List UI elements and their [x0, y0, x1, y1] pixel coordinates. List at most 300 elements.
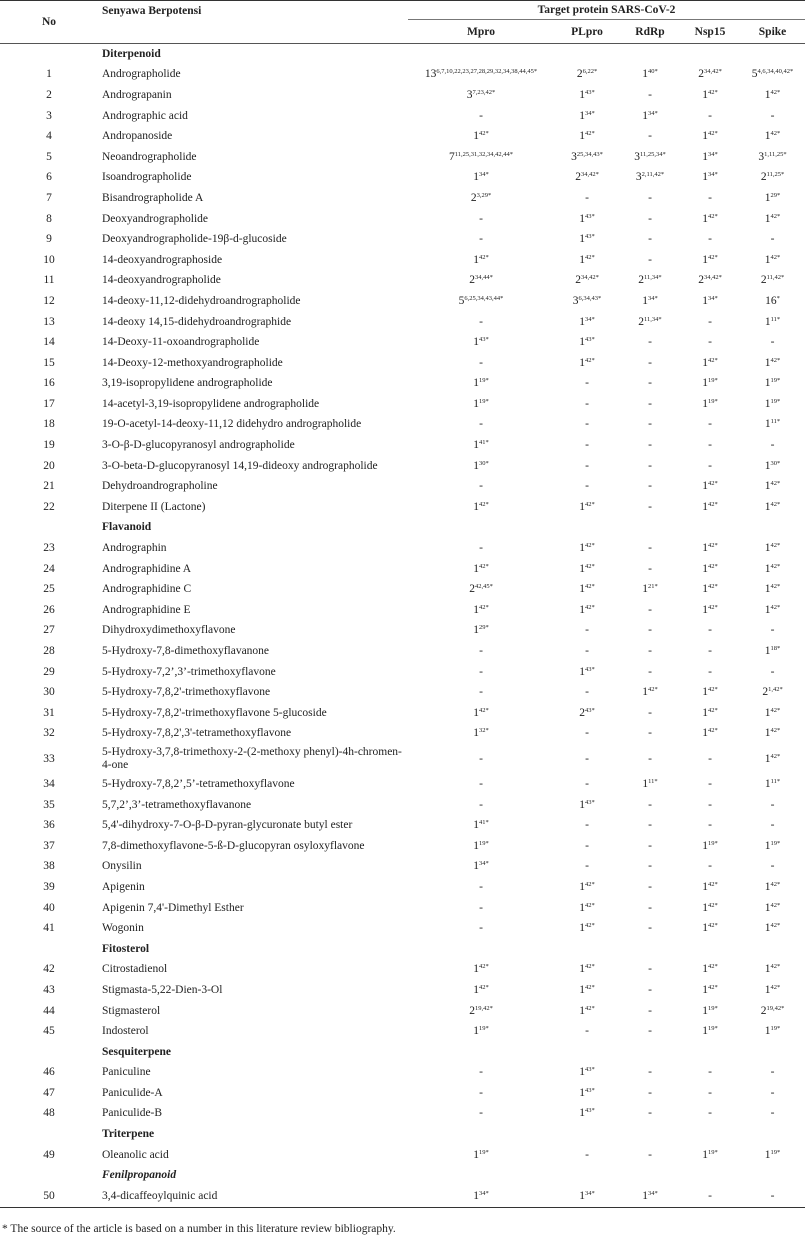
cell-count: -: [648, 1025, 652, 1038]
cell-spike: [740, 559, 805, 580]
cell-count: 1: [579, 1066, 585, 1079]
row-number: 33: [43, 752, 55, 765]
cell-nsp15: [680, 795, 740, 816]
cell-plpro: [554, 662, 620, 683]
cell-mpro: [408, 65, 554, 86]
cell-refs: 42*: [585, 901, 595, 909]
cell-spike: [740, 682, 805, 703]
compound-name: Dihydroxydimethoxyflavone: [102, 624, 236, 637]
cell-refs: 34,42*: [703, 68, 722, 76]
cell-count: 2: [638, 315, 645, 328]
table-row: [0, 291, 805, 312]
table-row: [0, 209, 805, 230]
cell-count: 1: [473, 839, 479, 852]
category-label: Fitosterol: [102, 942, 150, 955]
table-row: [0, 312, 805, 333]
cell-plpro: [554, 394, 620, 415]
cell-rdrp: [620, 106, 680, 127]
cell-refs: 30*: [479, 459, 489, 467]
cell-count: 1: [764, 901, 771, 914]
cell-refs: 42*: [770, 963, 781, 971]
cell-refs: 1,42*: [768, 686, 783, 694]
cell-nsp15: [680, 857, 740, 878]
cell-nsp15: [680, 332, 740, 353]
cell-plpro: [554, 682, 620, 703]
cell-count: 2: [470, 191, 477, 204]
cell-plpro: [554, 271, 620, 292]
cell-mpro: [408, 476, 554, 497]
cell-refs: 42*: [585, 356, 595, 364]
cell-count: 1: [642, 68, 648, 81]
cell-plpro: [554, 1186, 620, 1207]
category-spacer: [0, 1124, 98, 1145]
cell-count: -: [648, 1107, 652, 1120]
compound-name: 5-Hydroxy-7,8-dimethoxyflavanone: [102, 645, 270, 658]
cell-count: 2: [698, 68, 704, 81]
cell-count: -: [648, 233, 652, 246]
cell-count: -: [585, 727, 589, 740]
cell-refs: 19*: [708, 1148, 718, 1156]
cell-count: 1: [702, 901, 708, 914]
cell-refs: 42*: [770, 583, 781, 591]
cell-plpro: [554, 456, 620, 477]
cell-refs: 34*: [648, 294, 658, 302]
cell-nsp15: [680, 1021, 740, 1042]
cell-rdrp: [620, 744, 680, 774]
cell-refs: 19*: [770, 1148, 781, 1156]
cell-nsp15: [680, 497, 740, 518]
cell-count: -: [648, 922, 652, 935]
cell-spike: [740, 168, 805, 189]
cell-count: -: [585, 377, 589, 390]
compound-name: 5-Hydroxy-7,8,2'-trimethoxyflavone: [102, 686, 271, 699]
cell-count: 3: [571, 150, 577, 163]
row-number: 40: [43, 901, 55, 914]
cell-mpro: [408, 332, 554, 353]
header-spike: Spike: [740, 20, 805, 44]
cell-rdrp: [620, 538, 680, 559]
cell-count: -: [708, 665, 712, 678]
cell-plpro: [554, 435, 620, 456]
cell-refs: 30*: [770, 459, 781, 467]
row-number: 42: [43, 963, 55, 976]
cell-nsp15: [680, 188, 740, 209]
cell-count: 1: [579, 233, 585, 246]
category-label: Flavanoid: [102, 521, 152, 534]
cell-refs: 19*: [479, 377, 489, 385]
compound-name: 19-O-acetyl-14-deoxy-11,12 didehydro andrographolide: [102, 418, 362, 431]
cell-nsp15: [680, 744, 740, 774]
row-number: 26: [43, 603, 55, 616]
cell-count: -: [479, 418, 483, 431]
cell-plpro: [554, 168, 620, 189]
cell-rdrp: [620, 497, 680, 518]
cell-mpro: [408, 147, 554, 168]
cell-mpro: [408, 744, 554, 774]
cell-count: -: [479, 901, 483, 914]
row-number: 28: [43, 645, 55, 658]
cell-count: -: [585, 439, 589, 452]
table-row: [0, 1145, 805, 1166]
cell-rdrp: [620, 435, 680, 456]
row-number: 46: [43, 1066, 55, 1079]
row-number: 45: [43, 1025, 55, 1038]
table-row: [0, 538, 805, 559]
cell-spike: [740, 918, 805, 939]
cell-refs: 42*: [708, 356, 718, 364]
table-row: [0, 1021, 805, 1042]
cell-nsp15: [680, 898, 740, 919]
cell-count: -: [708, 752, 712, 765]
header-compound: Senyawa Berpotensi: [98, 1, 408, 44]
cell-count: -: [708, 777, 712, 790]
cell-refs: 42*: [770, 88, 781, 96]
cell-count: -: [648, 191, 652, 204]
cell-refs: 43*: [585, 212, 595, 220]
cell-nsp15: [680, 415, 740, 436]
cell-count: 1: [764, 377, 771, 390]
compound-name: 5-Hydroxy-3,7,8-trimethoxy-2-(2-methoxy phenyl)-4h-chromen-4-one: [102, 746, 402, 772]
cell-plpro: [554, 621, 620, 642]
cell-count: 1: [764, 130, 771, 143]
cell-count: -: [648, 212, 652, 225]
cell-mpro: [408, 106, 554, 127]
cell-count: -: [479, 798, 483, 811]
cell-refs: 34,42*: [580, 274, 599, 282]
cell-count: 1: [764, 1025, 771, 1038]
cell-refs: 11*: [770, 315, 781, 323]
cell-count: 1: [702, 1148, 708, 1161]
cell-spike: [740, 312, 805, 333]
cell-plpro: [554, 209, 620, 230]
cell-count: 7: [448, 150, 455, 163]
cell-count: -: [648, 500, 652, 513]
header-plpro: PLpro: [554, 20, 620, 44]
compound-name: 3,4-dicaffeoylquinic acid: [98, 1186, 408, 1207]
cell-count: 1: [579, 963, 585, 976]
cell-count: 1: [473, 459, 479, 472]
table-row: [0, 435, 805, 456]
cell-rdrp: [620, 1145, 680, 1166]
cell-count: 1: [764, 727, 771, 740]
row-number: 19: [43, 439, 55, 452]
cell-refs: 1,11,25*: [764, 150, 787, 158]
cell-count: 1: [764, 583, 771, 596]
cell-count: 1: [579, 336, 585, 349]
cell-count: -: [648, 439, 652, 452]
cell-spike: [740, 703, 805, 724]
cell-nsp15: [680, 374, 740, 395]
cell-refs: 43*: [585, 233, 595, 241]
cell-refs: 43*: [585, 706, 595, 714]
cell-refs: 34*: [648, 1189, 658, 1197]
cell-mpro: [408, 662, 554, 683]
cell-count: -: [648, 397, 652, 410]
cell-count: 1: [642, 109, 648, 122]
cell-mpro: [408, 600, 554, 621]
cell-refs: 42*: [648, 686, 658, 694]
cell-refs: 42*: [479, 500, 489, 508]
cell-refs: 43*: [585, 336, 595, 344]
cell-spike: [740, 85, 805, 106]
cell-count: 3: [572, 294, 579, 307]
cell-count: 1: [473, 439, 479, 452]
row-number: 15: [43, 356, 55, 369]
row-number: 44: [43, 1004, 55, 1017]
compound-name: Apigenin: [102, 880, 145, 893]
cell-spike: [740, 65, 805, 86]
cell-count: -: [479, 233, 483, 246]
cell-count: -: [770, 819, 775, 832]
cell-count: 1: [702, 480, 708, 493]
cell-count: 2: [575, 171, 581, 184]
cell-rdrp: [620, 1021, 680, 1042]
compound-name: 14-deoxyandrographoside: [102, 253, 223, 266]
cell-refs: 42*: [585, 963, 595, 971]
cell-rdrp: [620, 621, 680, 642]
cell-count: -: [770, 109, 775, 122]
cell-count: -: [585, 819, 589, 832]
cell-refs: 21*: [648, 583, 658, 591]
cell-refs: 6,22*: [582, 68, 598, 76]
cell-nsp15: [680, 538, 740, 559]
row-number: 41: [43, 922, 55, 935]
table-row: [0, 621, 805, 642]
cell-rdrp: [620, 332, 680, 353]
cell-refs: 34*: [708, 171, 718, 179]
cell-mpro: [408, 374, 554, 395]
cell-rdrp: [620, 1001, 680, 1022]
cell-plpro: [554, 147, 620, 168]
cell-refs: 42,45*: [474, 583, 493, 591]
cell-plpro: [554, 415, 620, 436]
cell-mpro: [408, 898, 554, 919]
cell-refs: 34*: [585, 315, 595, 323]
cell-mpro: [408, 815, 554, 836]
cell-rdrp: [620, 291, 680, 312]
cell-count: -: [770, 860, 775, 873]
table-row: [0, 456, 805, 477]
cell-refs: 42*: [770, 500, 781, 508]
row-number: 18: [43, 418, 55, 431]
cell-nsp15: [680, 1001, 740, 1022]
cell-count: -: [648, 336, 652, 349]
cell-spike: [740, 456, 805, 477]
cell-spike: [740, 1063, 805, 1084]
table-row: [0, 682, 805, 703]
cell-plpro: [554, 1104, 620, 1125]
category-row: [0, 1165, 805, 1186]
cell-count: 1: [764, 315, 771, 328]
cell-count: -: [585, 752, 589, 765]
cell-plpro: [554, 497, 620, 518]
cell-nsp15: [680, 980, 740, 1001]
category-spacer: [0, 518, 98, 539]
cell-refs: 43*: [585, 665, 595, 673]
cell-spike: [740, 898, 805, 919]
header-rdrp: RdRp: [620, 20, 680, 44]
compound-name: 14-acetyl-3,19-isopropylidene andrographolide: [102, 397, 320, 410]
table-row: [0, 724, 805, 745]
cell-mpro: [408, 641, 554, 662]
cell-refs: 42*: [770, 212, 781, 220]
cell-refs: 11,34*: [644, 274, 662, 282]
header-nsp15: Nsp15: [680, 20, 740, 44]
cell-mpro: [408, 209, 554, 230]
cell-count: -: [479, 356, 483, 369]
row-number: 6: [46, 171, 52, 184]
cell-count: -: [648, 819, 652, 832]
cell-count: 1: [579, 562, 585, 575]
row-number: 27: [43, 624, 55, 637]
cell-rdrp: [620, 898, 680, 919]
compound-name: Onysilin: [102, 860, 142, 873]
cell-rdrp: [620, 980, 680, 1001]
cell-nsp15: [680, 559, 740, 580]
cell-count: 1: [764, 253, 771, 266]
cell-refs: 6,34,43*: [578, 294, 602, 302]
cell-count: -: [648, 253, 652, 266]
cell-rdrp: [620, 815, 680, 836]
cell-refs: 43*: [585, 1086, 595, 1094]
cell-rdrp: [620, 774, 680, 795]
cell-count: -: [648, 645, 652, 658]
cell-count: 5: [458, 294, 465, 307]
cell-count: -: [585, 418, 589, 431]
cell-count: 1: [702, 963, 708, 976]
cell-spike: [740, 435, 805, 456]
cell-nsp15: [680, 229, 740, 250]
cell-count: 2: [469, 583, 475, 596]
cell-plpro: [554, 538, 620, 559]
cell-count: -: [585, 839, 589, 852]
row-number: 36: [43, 819, 55, 832]
cell-mpro: [408, 312, 554, 333]
cell-count: 1: [764, 480, 771, 493]
cell-count: 1: [702, 294, 708, 307]
cell-count: 2: [579, 706, 585, 719]
cell-count: -: [648, 860, 652, 873]
cell-rdrp: [620, 1104, 680, 1125]
cell-refs: 19*: [708, 839, 718, 847]
cell-mpro: [408, 795, 554, 816]
cell-refs: 6,25,34,43,44*: [464, 294, 504, 302]
cell-count: -: [648, 459, 652, 472]
cell-count: 1: [764, 418, 771, 431]
cell-count: -: [708, 645, 712, 658]
cell-mpro: [408, 1063, 554, 1084]
cell-count: 1: [473, 1148, 479, 1161]
header-no: No: [0, 1, 98, 44]
cell-nsp15: [680, 209, 740, 230]
cell-nsp15: [680, 394, 740, 415]
cell-refs: 41*: [479, 819, 489, 827]
cell-spike: [740, 795, 805, 816]
cell-refs: 34*: [708, 150, 718, 158]
row-number: 7: [46, 191, 52, 204]
cell-plpro: [554, 312, 620, 333]
cell-refs: 6,7,10,22,23,27,28,29,32,34,38,44,45*: [436, 68, 538, 76]
cell-plpro: [554, 703, 620, 724]
table-row: [0, 662, 805, 683]
cell-refs: 34*: [479, 1189, 489, 1197]
cell-count: -: [648, 706, 652, 719]
cell-nsp15: [680, 662, 740, 683]
cell-rdrp: [620, 1186, 680, 1207]
cell-spike: [740, 600, 805, 621]
cell-count: 1: [579, 253, 585, 266]
cell-spike: [740, 209, 805, 230]
cell-plpro: [554, 960, 620, 981]
cell-refs: 42*: [770, 880, 781, 888]
compound-name: 14-Deoxy-12-methoxyandrographolide: [102, 356, 283, 369]
cell-mpro: [408, 1145, 554, 1166]
cell-count: 16: [765, 294, 777, 307]
cell-spike: [740, 476, 805, 497]
cell-count: 2: [762, 686, 769, 699]
cell-rdrp: [620, 415, 680, 436]
cell-plpro: [554, 85, 620, 106]
cell-count: -: [479, 212, 483, 225]
cell-plpro: [554, 795, 620, 816]
cell-count: -: [479, 109, 483, 122]
cell-refs: 42*: [708, 212, 718, 220]
cell-plpro: [554, 815, 620, 836]
compound-name: Deoxyandrographolide-19β-d-glucoside: [102, 233, 287, 246]
cell-count: -: [648, 480, 652, 493]
cell-nsp15: [680, 1145, 740, 1166]
cell-refs: 19*: [708, 377, 718, 385]
cell-count: 1: [579, 542, 585, 555]
cell-plpro: [554, 374, 620, 395]
cell-mpro: [408, 1104, 554, 1125]
cell-count: 1: [764, 645, 771, 658]
compound-name: Citrostadienol: [102, 963, 168, 976]
cell-nsp15: [680, 476, 740, 497]
compound-name: Indosterol: [102, 1025, 149, 1038]
cell-spike: [740, 147, 805, 168]
cell-rdrp: [620, 559, 680, 580]
cell-refs: 43*: [585, 798, 595, 806]
cell-count: 1: [642, 777, 649, 790]
cell-count: -: [479, 1066, 483, 1079]
cell-count: 1: [702, 212, 708, 225]
cell-nsp15: [680, 1063, 740, 1084]
cell-rdrp: [620, 1083, 680, 1104]
table-row: [0, 168, 805, 189]
row-number: 16: [43, 377, 55, 390]
cell-nsp15: [680, 877, 740, 898]
cell-spike: [740, 126, 805, 147]
table-row: [0, 394, 805, 415]
cell-count: 1: [579, 356, 585, 369]
cell-mpro: [408, 1083, 554, 1104]
cell-nsp15: [680, 456, 740, 477]
cell-mpro: [408, 353, 554, 374]
cell-plpro: [554, 476, 620, 497]
cell-refs: 42*: [585, 603, 595, 611]
cell-count: 1: [764, 500, 771, 513]
cell-mpro: [408, 456, 554, 477]
cell-count: -: [770, 624, 775, 637]
cell-refs: 42*: [770, 901, 781, 909]
cell-count: 1: [764, 839, 771, 852]
cell-count: 1: [473, 624, 479, 637]
cell-count: 1: [702, 686, 708, 699]
compound-name: 14-Deoxy-11-oxoandrographolide: [102, 336, 260, 349]
table-row: [0, 960, 805, 981]
cell-spike: [740, 960, 805, 981]
